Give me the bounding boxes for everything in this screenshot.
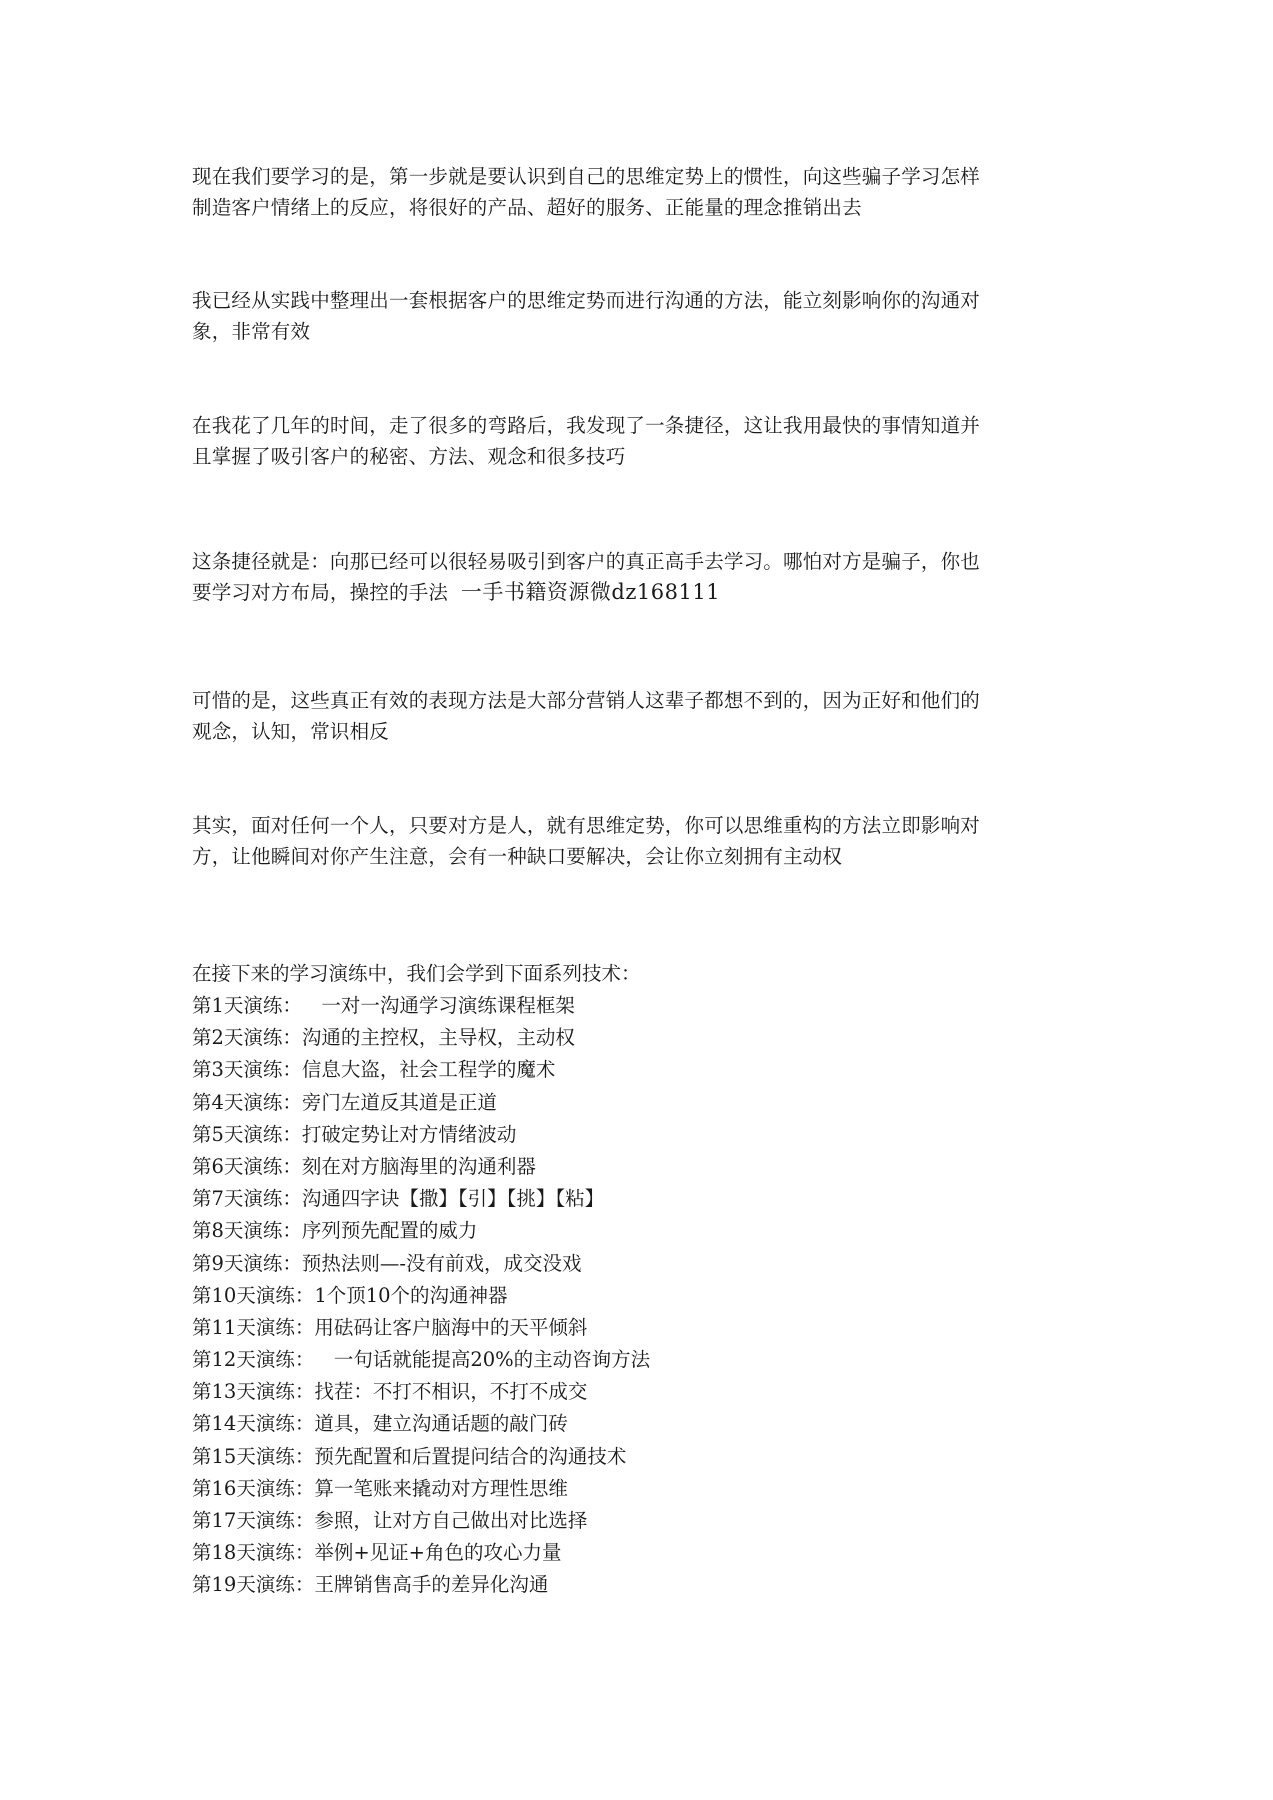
paragraph-method (192, 285, 1082, 347)
paragraph-line: 在我花了几年的时间，走了很多的弯路后，我发现了一条捷径，这让我用最快的事情知道并 (192, 414, 981, 437)
paragraph-line: 象，非常有效 (192, 320, 311, 343)
list-item (192, 1312, 650, 1344)
paragraph-line: 现在我们要学习的是，第一步就是要认识到自己的思维定势上的惯性，向这些骗子学习怎样 (192, 165, 981, 188)
day-title: 信息大盗，社会工程学的魔术 (301, 1058, 556, 1082)
list-item (192, 1151, 650, 1183)
paragraph-line: 制造客户情绪上的反应，将很好的产品、超好的服务、正能量的理念推销出去 (192, 196, 862, 219)
day-title: 预热法则—-没有前戏，成交没戏 (301, 1251, 582, 1275)
day-title: 参照，让对方自己做出对比选择 (314, 1509, 588, 1532)
day-title: 预先配置和后置提问结合的沟通技术 (314, 1444, 627, 1468)
list-item (192, 1376, 650, 1408)
day-label: 第14天演练： (192, 1412, 315, 1436)
list-item (192, 1537, 650, 1569)
paragraph-learn-from-masters (192, 546, 1082, 608)
paragraph-line: 我已经从实践中整理出一套根据客户的思维定势而进行沟通的方法，能立刻影响你的沟通对 (192, 289, 981, 312)
paragraph-line: 可惜的是，这些真正有效的表现方法是大部分营销人这辈子都想不到的，因为正好和他们的 (192, 689, 981, 712)
list-item (192, 1215, 650, 1247)
list-item (192, 1054, 650, 1086)
list-item (192, 1505, 650, 1537)
day-label: 第5天演练： (192, 1122, 302, 1146)
day-title: 沟通的主控权，主导权，主动权 (301, 1026, 575, 1050)
list-item (192, 1344, 650, 1376)
day-label: 第9天演练： (192, 1251, 302, 1275)
list-item (192, 1248, 650, 1280)
day-label: 第2天演练： (192, 1026, 302, 1050)
day-label: 第15天演练： (192, 1444, 315, 1468)
day-label: 第11天演练： (192, 1315, 315, 1339)
day-title: 序列预先配置的威力 (301, 1219, 478, 1243)
day-title: 找茬：不打不相识，不打不成交 (314, 1380, 588, 1404)
day-label: 第18天演练： (192, 1541, 315, 1565)
day-title: 用砝码让客户脑海中的天平倾斜 (314, 1315, 588, 1339)
day-label: 第19天演练： (192, 1573, 315, 1597)
day-title: 举例+见证+角色的攻心力量 (314, 1541, 562, 1565)
paragraph-line: 方，让他瞬间对你产生注意，会有一种缺口要解决，会让你立刻拥有主动权 (192, 845, 843, 868)
list-intro: 在接下来的学习演练中，我们会学到下面系列技术： (192, 962, 641, 985)
day-label: 第13天演练： (192, 1380, 315, 1404)
list-item (192, 1569, 650, 1601)
list-item (192, 1022, 650, 1054)
day-title: 道具，建立沟通话题的敲门砖 (314, 1412, 568, 1436)
day-label: 第3天演练： (192, 1058, 302, 1082)
day-title: 一句话就能提高20%的主动咨询方法 (314, 1348, 651, 1372)
paragraph-line-text: 要学习对方布局，操控的手法 (192, 581, 449, 604)
day-label: 第1天演练： (192, 994, 302, 1017)
day-title: 一对一沟通学习演练课程框架 (301, 994, 575, 1017)
list-item (192, 1119, 650, 1151)
list-item (192, 990, 650, 1022)
list-item (192, 1408, 650, 1440)
day-label: 第16天演练： (192, 1476, 315, 1500)
day-label: 第8天演练： (192, 1219, 302, 1243)
paragraph-line (192, 577, 1082, 608)
training-day-list (192, 990, 650, 1602)
paragraph-counterintuitive (192, 685, 1082, 747)
day-label: 第12天演练： (192, 1348, 315, 1372)
day-label: 第10天演练： (192, 1283, 315, 1307)
day-title: 算一笔账来撬动对方理性思维 (314, 1476, 568, 1500)
day-title: 旁门左道反其道是正道 (301, 1090, 497, 1114)
paragraph-learning-goal (192, 161, 1082, 223)
list-item (192, 1473, 650, 1505)
paragraph-reframing (192, 810, 1082, 872)
day-title: 刻在对方脑海里的沟通利器 (301, 1154, 536, 1178)
list-item (192, 1441, 650, 1473)
day-label: 第7天演练： (192, 1187, 302, 1211)
day-title: 1个顶10个的沟通神器 (314, 1283, 508, 1307)
paragraph-line: 且掌握了吸引客户的秘密、方法、观念和很多技巧 (192, 445, 626, 468)
day-label: 第6天演练： (192, 1154, 302, 1178)
paragraph-line: 其实，面对任何一个人，只要对方是人，就有思维定势，你可以思维重构的方法立即影响对 (192, 814, 981, 837)
day-title: 王牌销售高手的差异化沟通 (314, 1573, 549, 1597)
list-item (192, 1183, 650, 1215)
paragraph-shortcut (192, 410, 1082, 472)
day-label: 第4天演练： (192, 1090, 302, 1114)
paragraph-line: 这条捷径就是：向那已经可以很轻易吸引到客户的真正高手去学习。哪怕对方是骗子，你也 (192, 550, 981, 573)
day-title: 打破定势让对方情绪波动 (301, 1122, 517, 1146)
paragraph-line: 观念，认知，常识相反 (192, 720, 390, 743)
watermark-text: 一手书籍资源微dz168111 (460, 580, 721, 604)
day-title: 沟通四字诀【撒】【引】【挑】【粘】 (301, 1187, 605, 1211)
list-item (192, 1280, 650, 1312)
list-item (192, 1087, 650, 1119)
day-label: 第17天演练： (192, 1509, 315, 1532)
